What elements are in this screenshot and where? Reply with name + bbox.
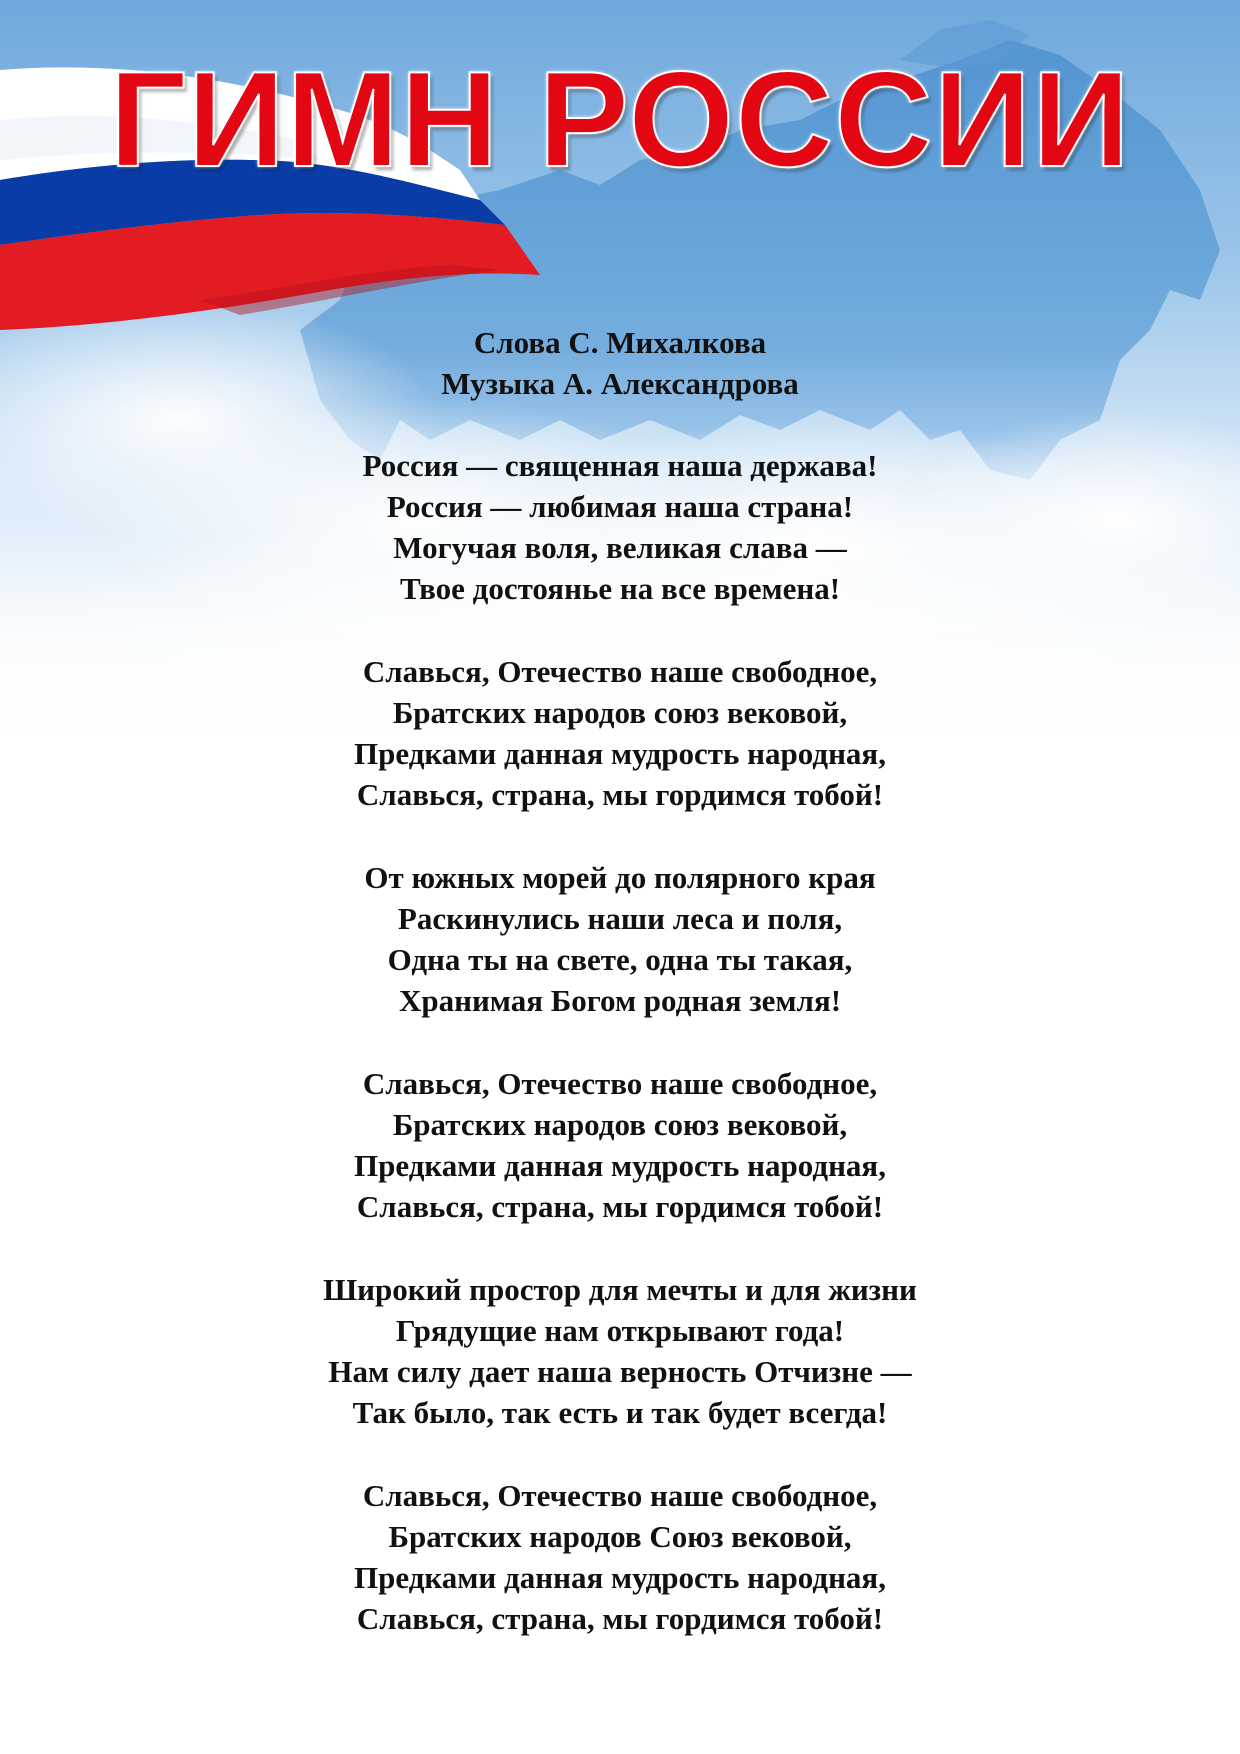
stanza-chorus [0, 1063, 1240, 1227]
lyric-line: Предками данная мудрость народная, [354, 1148, 886, 1183]
lyric-line: Хранимая Богом родная земля! [398, 983, 842, 1018]
lyric-line: Славься, Отечество наше свободное, [362, 1066, 878, 1101]
music-author: Музыка А. Александрова [441, 366, 799, 401]
page-title: ГИМН РОССИИ [109, 43, 1131, 195]
lyric-line: Так было, так есть и так будет всегда! [352, 1395, 888, 1430]
lyric-line: Славься, страна, мы гордимся тобой! [356, 1189, 884, 1224]
stanza [0, 445, 1240, 609]
lyric-line: Славься, страна, мы гордимся тобой! [356, 777, 884, 812]
lyric-line: Братских народов союз вековой, [392, 1107, 848, 1142]
lyric-line: Нам силу дает наша верность Отчизне — [328, 1354, 912, 1389]
lyric-line: Одна ты на свете, одна ты такая, [387, 942, 853, 977]
credits [0, 322, 1240, 404]
lyric-line: От южных морей до полярного края [364, 860, 876, 895]
lyrics-author: Слова С. Михалкова [473, 325, 767, 360]
lyric-line: Предками данная мудрость народная, [354, 1560, 886, 1595]
stanza [0, 857, 1240, 1021]
lyric-line: Россия — любимая наша страна! [386, 489, 854, 524]
lyric-line: Грядущие нам открывают года! [395, 1313, 845, 1348]
lyric-line: Твое достоянье на все времена! [399, 571, 841, 606]
lyric-line: Братских народов союз вековой, [392, 695, 848, 730]
lyric-line: Могучая воля, великая слава — [393, 530, 847, 565]
lyric-line: Славься, Отечество наше свободное, [362, 654, 878, 689]
lyric-line: Предками данная мудрость народная, [354, 736, 886, 771]
lyric-line: Славься, страна, мы гордимся тобой! [356, 1601, 884, 1636]
lyric-line: Славься, Отечество наше свободное, [362, 1478, 878, 1513]
lyric-line: Россия — священная наша держава! [362, 448, 878, 483]
lyric-line: Раскинулись наши леса и поля, [397, 901, 843, 936]
stanza-chorus [0, 651, 1240, 815]
lyric-line: Широкий простор для мечты и для жизни [323, 1272, 917, 1307]
stanza-chorus [0, 1475, 1240, 1639]
stanza [0, 1269, 1240, 1433]
anthem-lyrics [0, 445, 1240, 1639]
lyric-line: Братских народов Союз вековой, [388, 1519, 852, 1554]
